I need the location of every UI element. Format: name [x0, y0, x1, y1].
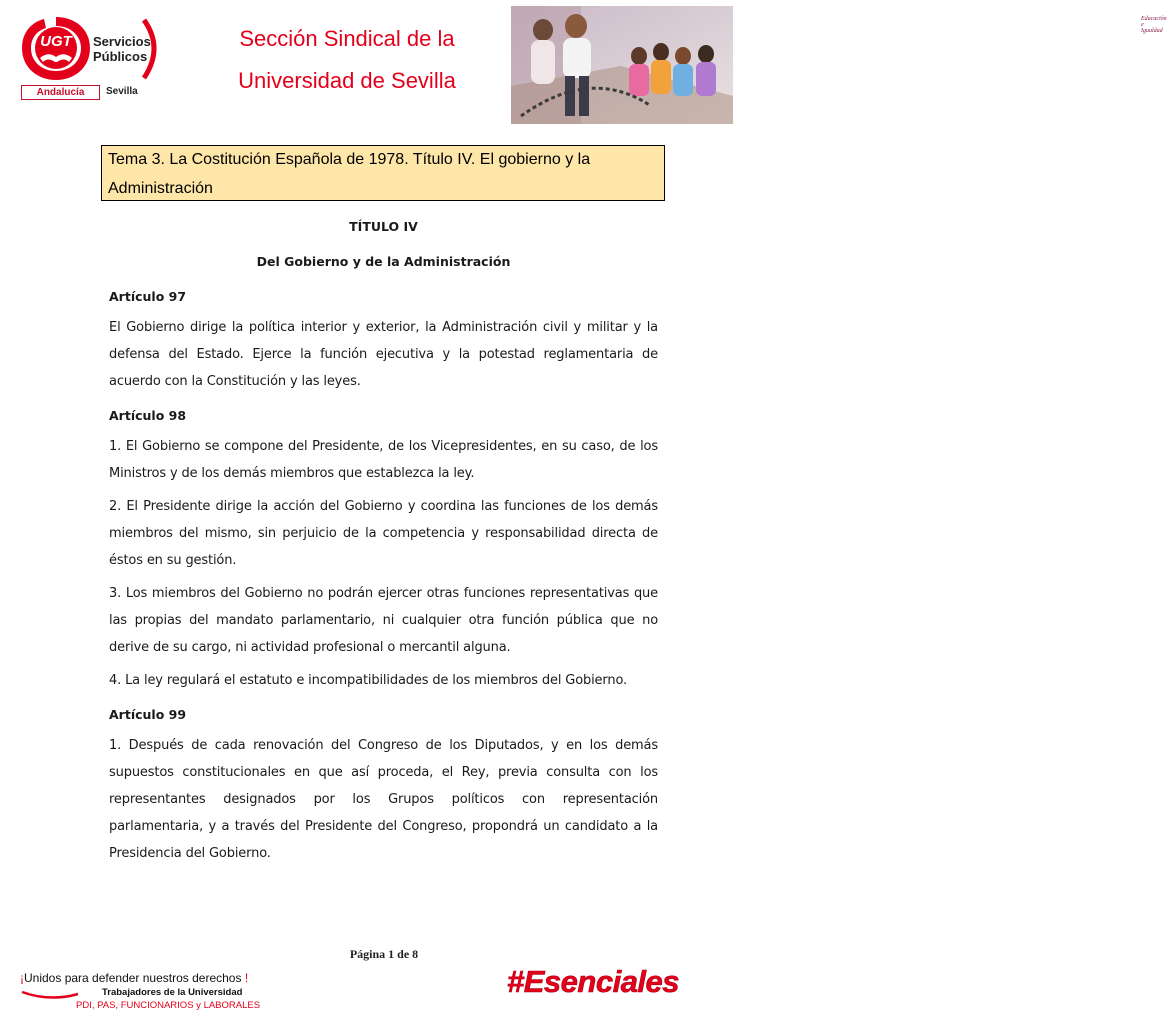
header-title-line-2: Universidad de Sevilla — [238, 68, 456, 93]
esenciales-hashtag: #Esenciales — [507, 964, 680, 999]
ugt-brand-text: UGT — [40, 33, 72, 50]
article-paragraph: El Gobierno dirige la política interior y exterior, la Administración civil y militar y la defensa del Estado. Ejerce la función ejecutiva y la potestad reglamentaria de acuerdo con la Constitución y las leyes. — [109, 320, 658, 389]
header-illustration — [511, 6, 1167, 124]
article-heading: Artículo 98 — [109, 408, 187, 423]
women-group-illustration — [511, 6, 733, 124]
region-label: Andalucía — [21, 85, 100, 100]
topic-box — [101, 145, 665, 201]
ugt-logo — [20, 14, 170, 100]
article-heading: Artículo 99 — [109, 707, 187, 722]
article-paragraph: 1. El Gobierno se compone del Presidente, de los Vicepresidentes, en su caso, de los Ministros y de los demás miembros que establezca la ley. — [109, 439, 658, 481]
article-paragraph: 4. La ley regulará el estatuto e incompatibilidades de los miembros del Gobierno. — [109, 673, 628, 688]
header-title-line-1: Sección Sindical de la — [239, 26, 455, 51]
footer-slogan — [20, 971, 261, 1011]
document-body — [109, 213, 658, 867]
slogan-swoosh — [20, 990, 80, 1000]
page-number: Página 1 de 8 — [349, 947, 419, 961]
section-title: TÍTULO IV — [349, 219, 418, 234]
slogan-open-mark: ¡ — [20, 971, 24, 985]
article-paragraph: 1. Después de cada renovación del Congreso de los Diputados, y en los demás supuestos constitucionales en que así proceda, el Rey, previa consulta con los representantes designados por los Grupos políticos con representación parlamentaria, y a través del Presidente del Congreso, propondrá un candidato a la Presidencia del Gobierno. — [109, 738, 658, 861]
slogan-close-mark: ! — [241, 971, 249, 985]
ugt-handshake-emblem — [20, 14, 92, 82]
slogan-text: Unidos para defender nuestros derechos — [24, 971, 242, 985]
topic-title: Tema 3. La Costitución Española de 1978. Título IV. El gobierno y la Administración — [108, 151, 591, 197]
header-title — [188, 18, 506, 102]
services-line-2: Públicos — [93, 49, 148, 64]
city-label: Sevilla — [106, 86, 138, 97]
article-heading: Artículo 97 — [109, 289, 187, 304]
article-paragraph: 2. El Presidente dirige la acción del Gobierno y coordina las funciones de los demás miembros del mismo, sin perjuicio de la competencia y responsabilidad directa de éstos en su gestión. — [109, 499, 658, 568]
workers-line: Trabajadores de la Universidad — [102, 987, 243, 998]
services-line-1: Servicios — [93, 34, 151, 49]
slogan-line — [20, 971, 250, 985]
photo-caption: Educación e Igualdad — [1141, 16, 1167, 34]
section-subtitle: Del Gobierno y de la Administración — [256, 254, 511, 269]
logo-arc-decoration — [140, 18, 164, 80]
article-paragraph: 3. Los miembros del Gobierno no podrán ejercer otras funciones representativas que las propias del mandato parlamentario, ni cualquier otra función pública que no derive de su cargo, ni actividad profesional o mercantil alguna. — [109, 586, 658, 655]
groups-line: PDI, PAS, FUNCIONARIOS y LABORALES — [76, 1000, 261, 1011]
